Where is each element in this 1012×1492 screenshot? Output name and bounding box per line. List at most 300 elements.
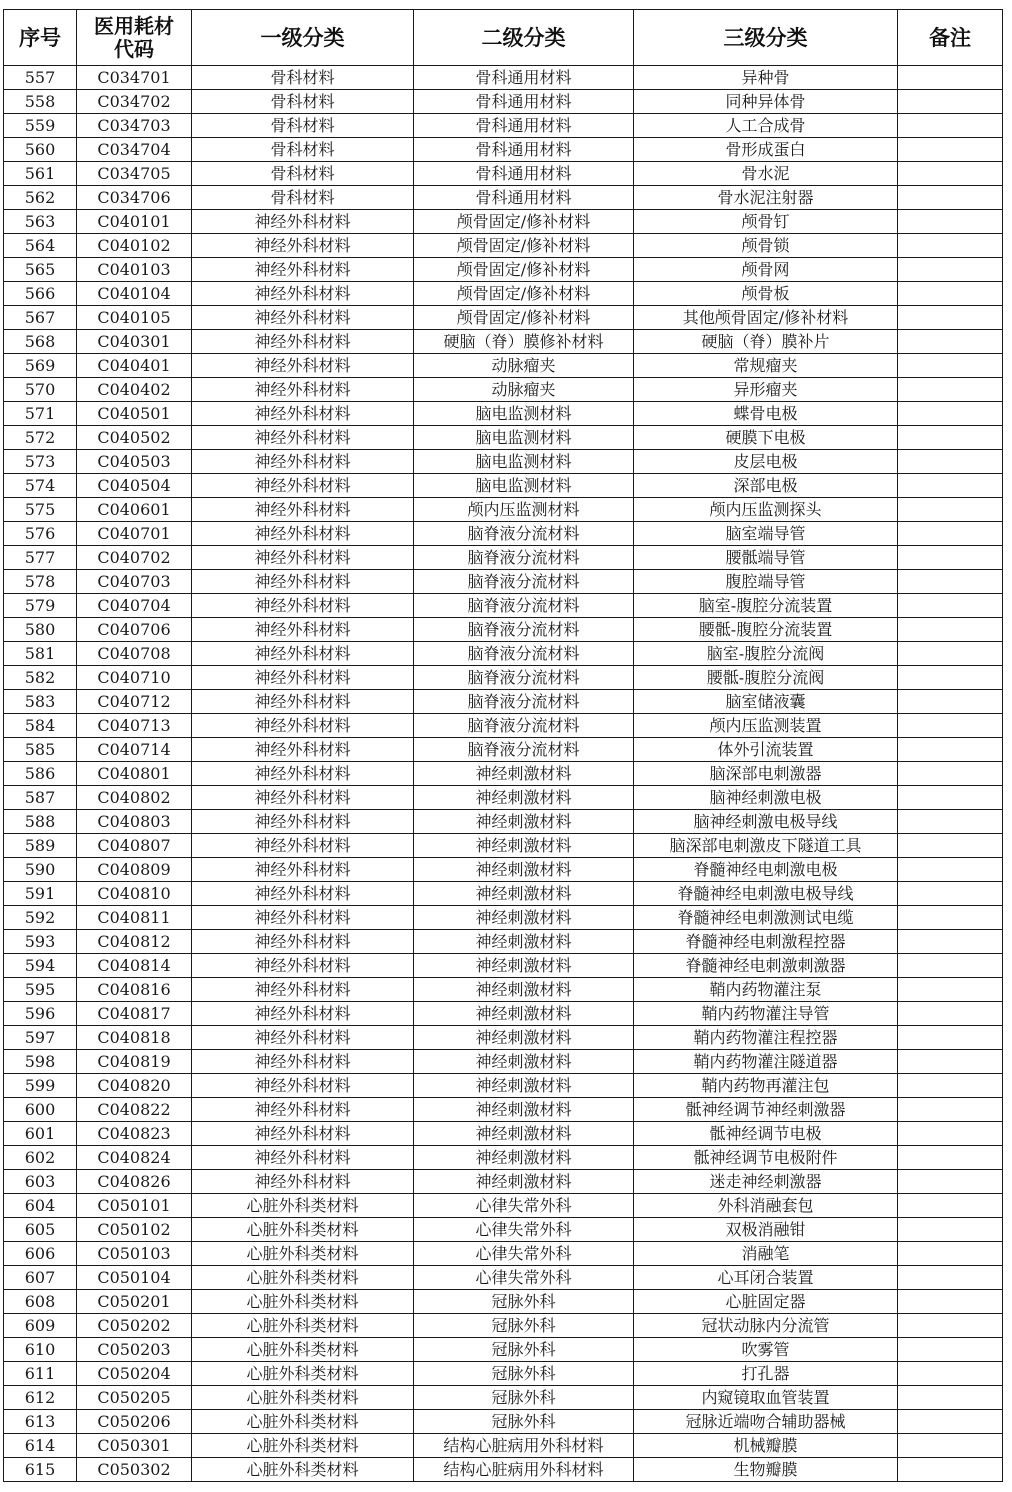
table-row [4,114,1003,138]
cell-remark [898,666,1003,690]
cell-level1: 心脏外科类材料 [192,1386,414,1410]
cell-code: C040810 [77,882,192,906]
cell-level3: 内窥镜取血管装置 [634,1386,898,1410]
table-row [4,738,1003,762]
cell-seq: 565 [4,258,77,282]
cell-code: C034702 [77,90,192,114]
cell-code: C040802 [77,786,192,810]
header-row [4,10,1003,66]
cell-remark [898,1194,1003,1218]
cell-level1: 神经外科材料 [192,762,414,786]
cell-level1: 骨科材料 [192,162,414,186]
cell-seq: 604 [4,1194,77,1218]
cell-remark [898,426,1003,450]
cell-level2: 神经刺激材料 [414,1050,634,1074]
table-row [4,426,1003,450]
cell-seq: 562 [4,186,77,210]
cell-remark [898,66,1003,90]
cell-seq: 574 [4,474,77,498]
header-level2: 二级分类 [414,10,634,66]
cell-seq: 592 [4,906,77,930]
cell-remark [898,522,1003,546]
cell-code: C040713 [77,714,192,738]
cell-level1: 神经外科材料 [192,930,414,954]
cell-level1: 神经外科材料 [192,378,414,402]
cell-remark [898,1362,1003,1386]
cell-level2: 脑脊液分流材料 [414,642,634,666]
cell-level2: 脑电监测材料 [414,426,634,450]
cell-remark [898,882,1003,906]
cell-code: C050204 [77,1362,192,1386]
cell-remark [898,930,1003,954]
cell-level3: 硬脑（脊）膜补片 [634,330,898,354]
cell-code: C040710 [77,666,192,690]
cell-code: C034705 [77,162,192,186]
cell-seq: 608 [4,1290,77,1314]
cell-seq: 576 [4,522,77,546]
cell-remark [898,738,1003,762]
cell-level1: 神经外科材料 [192,1098,414,1122]
cell-seq: 596 [4,1002,77,1026]
cell-code: C040819 [77,1050,192,1074]
cell-seq: 575 [4,498,77,522]
cell-level2: 神经刺激材料 [414,834,634,858]
cell-level1: 心脏外科类材料 [192,1218,414,1242]
cell-remark [898,474,1003,498]
cell-level3: 脊髓神经电刺激测试电缆 [634,906,898,930]
cell-remark [898,1122,1003,1146]
cell-code: C040101 [77,210,192,234]
table-row [4,810,1003,834]
cell-remark [898,1266,1003,1290]
cell-level1: 神经外科材料 [192,978,414,1002]
cell-level3: 颅骨网 [634,258,898,282]
table-row [4,1386,1003,1410]
cell-level3: 脑深部电刺激器 [634,762,898,786]
cell-remark [898,690,1003,714]
cell-level3: 腰骶-腹腔分流阀 [634,666,898,690]
cell-level1: 神经外科材料 [192,570,414,594]
table-row [4,1218,1003,1242]
cell-remark [898,1458,1003,1482]
cell-level2: 骨科通用材料 [414,66,634,90]
cell-seq: 591 [4,882,77,906]
table-row [4,786,1003,810]
table-row [4,834,1003,858]
table-row [4,1122,1003,1146]
cell-level2: 心律失常外科 [414,1242,634,1266]
cell-remark [898,1290,1003,1314]
table-row [4,522,1003,546]
table-row [4,306,1003,330]
cell-seq: 597 [4,1026,77,1050]
cell-level3: 蝶骨电极 [634,402,898,426]
cell-level2: 脑脊液分流材料 [414,546,634,570]
cell-code: C040701 [77,522,192,546]
cell-level1: 神经外科材料 [192,786,414,810]
cell-code: C040712 [77,690,192,714]
cell-level1: 心脏外科类材料 [192,1290,414,1314]
cell-level2: 脑脊液分流材料 [414,714,634,738]
cell-remark [898,1338,1003,1362]
cell-level1: 心脏外科类材料 [192,1194,414,1218]
cell-code: C040823 [77,1122,192,1146]
cell-level1: 神经外科材料 [192,1026,414,1050]
cell-code: C040803 [77,810,192,834]
cell-level3: 腹腔端导管 [634,570,898,594]
cell-code: C050302 [77,1458,192,1482]
cell-level3: 脊髓神经电刺激刺激器 [634,954,898,978]
cell-level3: 其他颅骨固定/修补材料 [634,306,898,330]
table-row [4,1194,1003,1218]
cell-code: C050101 [77,1194,192,1218]
cell-level3: 异形瘤夹 [634,378,898,402]
cell-remark [898,546,1003,570]
cell-level3: 鞘内药物再灌注包 [634,1074,898,1098]
cell-remark [898,234,1003,258]
cell-code: C050201 [77,1290,192,1314]
cell-level2: 神经刺激材料 [414,978,634,1002]
cell-code: C040714 [77,738,192,762]
table-row [4,690,1003,714]
cell-remark [898,594,1003,618]
cell-code: C040812 [77,930,192,954]
cell-seq: 609 [4,1314,77,1338]
cell-level3: 骶神经调节电极 [634,1122,898,1146]
table-row [4,930,1003,954]
table-row [4,642,1003,666]
table-row [4,90,1003,114]
table-row [4,1170,1003,1194]
table-row [4,282,1003,306]
table-row [4,1074,1003,1098]
cell-level2: 脑脊液分流材料 [414,738,634,762]
cell-code: C040822 [77,1098,192,1122]
cell-level1: 神经外科材料 [192,282,414,306]
cell-code: C040502 [77,426,192,450]
cell-level1: 神经外科材料 [192,690,414,714]
table-row [4,1290,1003,1314]
cell-level2: 骨科通用材料 [414,138,634,162]
cell-code: C040814 [77,954,192,978]
cell-level3: 脑室-腹腔分流装置 [634,594,898,618]
cell-level1: 心脏外科类材料 [192,1266,414,1290]
cell-level2: 神经刺激材料 [414,1146,634,1170]
cell-level1: 骨科材料 [192,114,414,138]
cell-remark [898,906,1003,930]
consumables-table [3,9,1003,1482]
cell-remark [898,570,1003,594]
cell-level1: 骨科材料 [192,186,414,210]
cell-level3: 吹雾管 [634,1338,898,1362]
cell-level3: 冠脉近端吻合辅助器械 [634,1410,898,1434]
cell-seq: 559 [4,114,77,138]
header-remark: 备注 [898,10,1003,66]
cell-level2: 神经刺激材料 [414,1026,634,1050]
cell-code: C040401 [77,354,192,378]
cell-level1: 心脏外科类材料 [192,1434,414,1458]
cell-seq: 615 [4,1458,77,1482]
cell-level1: 心脏外科类材料 [192,1314,414,1338]
cell-seq: 571 [4,402,77,426]
cell-level3: 脑室储液囊 [634,690,898,714]
cell-seq: 611 [4,1362,77,1386]
cell-level2: 脑脊液分流材料 [414,594,634,618]
cell-remark [898,162,1003,186]
cell-seq: 601 [4,1122,77,1146]
table-row [4,210,1003,234]
cell-remark [898,1410,1003,1434]
cell-remark [898,354,1003,378]
cell-level3: 腰骶端导管 [634,546,898,570]
cell-code: C040601 [77,498,192,522]
cell-seq: 561 [4,162,77,186]
cell-seq: 586 [4,762,77,786]
cell-level3: 心耳闭合装置 [634,1266,898,1290]
cell-level3: 鞘内药物灌注程控器 [634,1026,898,1050]
cell-level3: 骶神经调节神经刺激器 [634,1098,898,1122]
cell-level1: 神经外科材料 [192,426,414,450]
header-code-line1: 医用耗材 [94,13,174,38]
table-row [4,498,1003,522]
cell-level2: 硬脑（脊）膜修补材料 [414,330,634,354]
cell-level3: 脊髓神经电刺激电极 [634,858,898,882]
table-row [4,474,1003,498]
cell-level2: 脑脊液分流材料 [414,690,634,714]
cell-level2: 神经刺激材料 [414,810,634,834]
cell-level3: 脑深部电刺激皮下隧道工具 [634,834,898,858]
cell-code: C034701 [77,66,192,90]
cell-level3: 骶神经调节电极附件 [634,1146,898,1170]
cell-code: C040103 [77,258,192,282]
table-row [4,258,1003,282]
cell-level1: 神经外科材料 [192,1074,414,1098]
table-row [4,1410,1003,1434]
cell-level2: 心律失常外科 [414,1218,634,1242]
cell-seq: 598 [4,1050,77,1074]
cell-level1: 神经外科材料 [192,738,414,762]
cell-seq: 563 [4,210,77,234]
cell-level1: 神经外科材料 [192,954,414,978]
table-row [4,354,1003,378]
cell-seq: 577 [4,546,77,570]
cell-code: C034706 [77,186,192,210]
cell-level2: 结构心脏病用外科材料 [414,1458,634,1482]
cell-level2: 骨科通用材料 [414,114,634,138]
cell-code: C040706 [77,618,192,642]
cell-level3: 颅骨板 [634,282,898,306]
cell-level1: 神经外科材料 [192,258,414,282]
cell-seq: 593 [4,930,77,954]
cell-level3: 机械瓣膜 [634,1434,898,1458]
cell-seq: 581 [4,642,77,666]
cell-remark [898,1050,1003,1074]
cell-code: C050206 [77,1410,192,1434]
cell-level2: 神经刺激材料 [414,786,634,810]
table-row [4,186,1003,210]
cell-remark [898,954,1003,978]
cell-code: C040811 [77,906,192,930]
cell-remark [898,306,1003,330]
cell-code: C034703 [77,114,192,138]
cell-level2: 神经刺激材料 [414,930,634,954]
cell-level2: 冠脉外科 [414,1362,634,1386]
cell-remark [898,1386,1003,1410]
cell-level2: 动脉瘤夹 [414,354,634,378]
table-row [4,1362,1003,1386]
cell-level3: 骨形成蛋白 [634,138,898,162]
cell-remark [898,330,1003,354]
cell-remark [898,186,1003,210]
table-row [4,1146,1003,1170]
cell-level3: 外科消融套包 [634,1194,898,1218]
table-row [4,762,1003,786]
header-level1: 一级分类 [192,10,414,66]
cell-code: C050104 [77,1266,192,1290]
table-row [4,594,1003,618]
cell-level3: 鞘内药物灌注泵 [634,978,898,1002]
cell-remark [898,810,1003,834]
cell-level2: 神经刺激材料 [414,858,634,882]
cell-seq: 614 [4,1434,77,1458]
cell-level2: 神经刺激材料 [414,1002,634,1026]
table-row [4,66,1003,90]
cell-remark [898,138,1003,162]
cell-code: C040818 [77,1026,192,1050]
cell-level3: 迷走神经刺激器 [634,1170,898,1194]
cell-level1: 神经外科材料 [192,306,414,330]
cell-remark [898,1242,1003,1266]
cell-seq: 584 [4,714,77,738]
cell-seq: 558 [4,90,77,114]
cell-remark [898,1314,1003,1338]
cell-level3: 鞘内药物灌注隧道器 [634,1050,898,1074]
cell-code: C040816 [77,978,192,1002]
cell-level2: 心律失常外科 [414,1194,634,1218]
cell-level2: 神经刺激材料 [414,1074,634,1098]
cell-code: C034704 [77,138,192,162]
cell-level2: 脑脊液分流材料 [414,666,634,690]
table-row [4,330,1003,354]
cell-remark [898,402,1003,426]
cell-seq: 594 [4,954,77,978]
cell-level2: 神经刺激材料 [414,954,634,978]
cell-level1: 神经外科材料 [192,546,414,570]
cell-remark [898,1434,1003,1458]
cell-seq: 578 [4,570,77,594]
table-row [4,1458,1003,1482]
cell-level3: 人工合成骨 [634,114,898,138]
cell-seq: 585 [4,738,77,762]
cell-seq: 580 [4,618,77,642]
cell-code: C050103 [77,1242,192,1266]
cell-seq: 557 [4,66,77,90]
table-row [4,858,1003,882]
cell-code: C040703 [77,570,192,594]
cell-level1: 神经外科材料 [192,810,414,834]
cell-seq: 570 [4,378,77,402]
cell-level1: 神经外科材料 [192,1170,414,1194]
cell-remark [898,1074,1003,1098]
table-row [4,1002,1003,1026]
cell-level2: 冠脉外科 [414,1410,634,1434]
cell-level3: 颅骨钉 [634,210,898,234]
cell-level2: 神经刺激材料 [414,762,634,786]
cell-level1: 神经外科材料 [192,330,414,354]
cell-level2: 脑脊液分流材料 [414,618,634,642]
cell-code: C040820 [77,1074,192,1098]
cell-level2: 神经刺激材料 [414,1098,634,1122]
cell-level2: 冠脉外科 [414,1338,634,1362]
cell-seq: 610 [4,1338,77,1362]
cell-level1: 神经外科材料 [192,1002,414,1026]
cell-level1: 神经外科材料 [192,1050,414,1074]
cell-level2: 颅骨固定/修补材料 [414,210,634,234]
cell-seq: 583 [4,690,77,714]
cell-code: C040402 [77,378,192,402]
cell-level2: 骨科通用材料 [414,162,634,186]
cell-seq: 588 [4,810,77,834]
cell-remark [898,210,1003,234]
cell-code: C040501 [77,402,192,426]
cell-level2: 颅骨固定/修补材料 [414,282,634,306]
cell-seq: 599 [4,1074,77,1098]
cell-level2: 脑电监测材料 [414,474,634,498]
cell-level3: 脊髓神经电刺激程控器 [634,930,898,954]
cell-level3: 消融笔 [634,1242,898,1266]
cell-level3: 颅骨锁 [634,234,898,258]
cell-remark [898,378,1003,402]
cell-level2: 颅骨固定/修补材料 [414,258,634,282]
cell-level1: 神经外科材料 [192,354,414,378]
header-seq: 序号 [4,10,77,66]
cell-remark [898,258,1003,282]
cell-seq: 606 [4,1242,77,1266]
cell-level1: 神经外科材料 [192,474,414,498]
cell-level2: 脑电监测材料 [414,450,634,474]
cell-level3: 深部电极 [634,474,898,498]
cell-level3: 体外引流装置 [634,738,898,762]
cell-code: C040301 [77,330,192,354]
cell-level3: 脊髓神经电刺激电极导线 [634,882,898,906]
table-row [4,378,1003,402]
cell-level1: 骨科材料 [192,66,414,90]
cell-seq: 568 [4,330,77,354]
cell-seq: 564 [4,234,77,258]
table-row [4,138,1003,162]
cell-remark [898,1218,1003,1242]
cell-level2: 神经刺激材料 [414,882,634,906]
cell-remark [898,1002,1003,1026]
cell-remark [898,762,1003,786]
cell-level1: 神经外科材料 [192,402,414,426]
header-code [77,10,192,66]
cell-level3: 常规瘤夹 [634,354,898,378]
cell-level3: 硬膜下电极 [634,426,898,450]
cell-seq: 560 [4,138,77,162]
cell-level3: 骨水泥注射器 [634,186,898,210]
cell-code: C050301 [77,1434,192,1458]
table-body [4,66,1003,1482]
table-row [4,1098,1003,1122]
table-row [4,1338,1003,1362]
cell-level2: 动脉瘤夹 [414,378,634,402]
table-row [4,666,1003,690]
cell-level3: 鞘内药物灌注导管 [634,1002,898,1026]
cell-code: C040824 [77,1146,192,1170]
cell-level2: 结构心脏病用外科材料 [414,1434,634,1458]
table-row [4,1314,1003,1338]
